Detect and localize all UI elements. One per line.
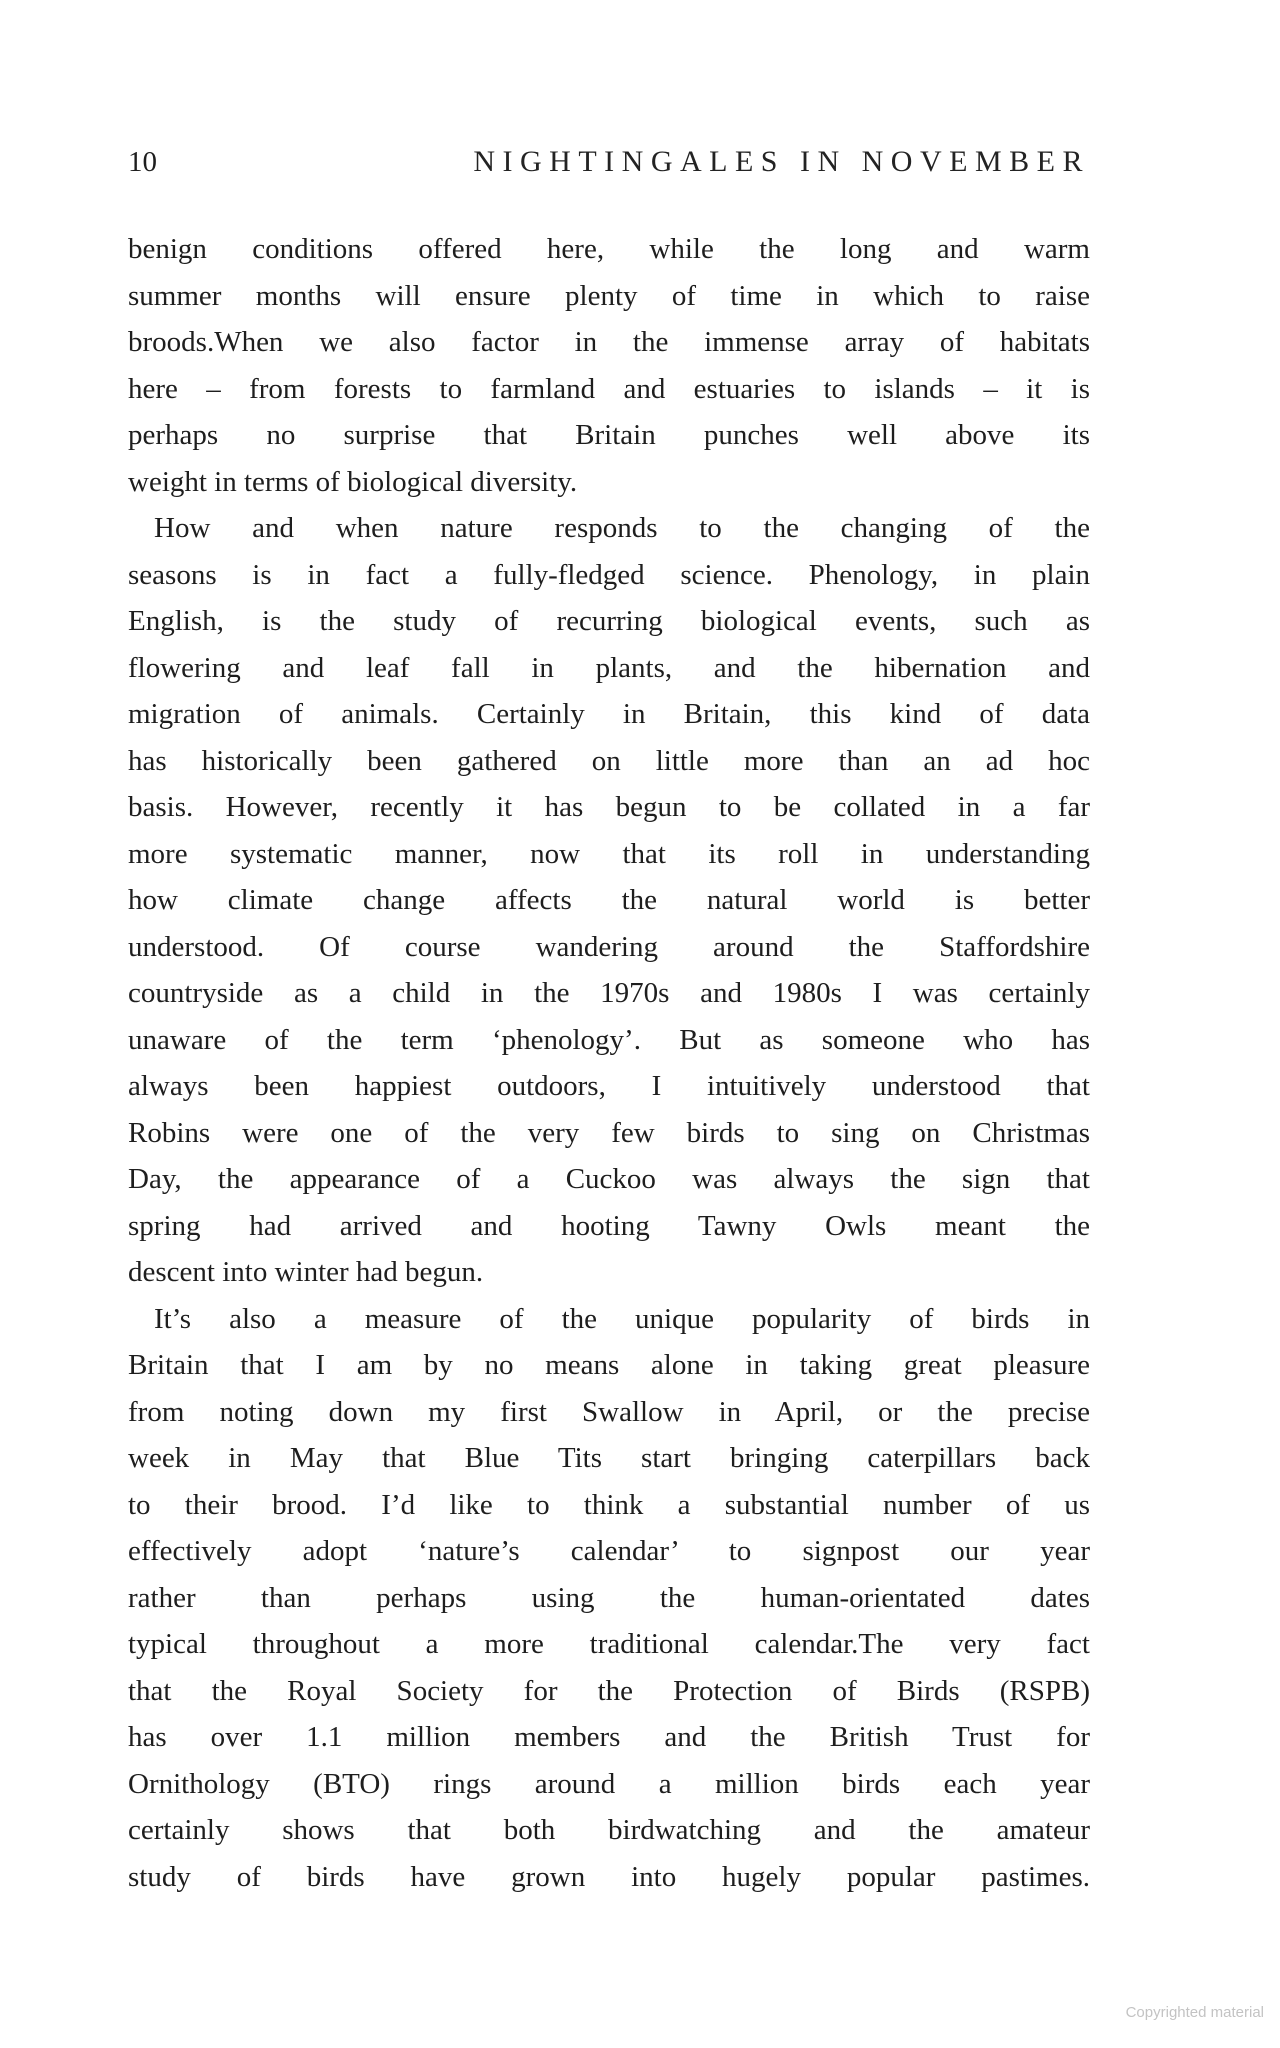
body-text [128,226,1090,1900]
text-line: always been happiest outdoors, I intuitively understood that [128,1070,1090,1102]
text-line: benign conditions offered here, while the long and warm [128,233,1090,265]
text-line: basis. However, recently it has begun to be collated in a far [128,791,1090,823]
text-line: summer months will ensure plenty of time in which to raise [128,279,1090,312]
text-line: flowering and leaf fall in plants, and the hibernation and [128,651,1090,684]
text-line: to their brood. I’d like to think a substantial number of us [128,1488,1090,1521]
text-line: how climate change affects the natural world is better [128,884,1090,916]
text-line: migration of animals. Certainly in Britain, this kind of data [128,698,1090,730]
text-line: has over 1.1 million members and the British Trust for [128,1721,1090,1753]
text-line: here – from forests to farmland and estuaries to islands – it is [128,372,1090,405]
text-line: descent into winter had begun. [128,1256,484,1288]
paragraph [128,1296,1090,1901]
text-line: seasons is in fact a fully-fledged science. Phenology, in plain [128,558,1090,591]
text-line: Day, the appearance of a Cuckoo was always the sign that [128,1163,1090,1195]
text-line: effectively adopt ‘nature’s calendar’ to signpost our year [128,1535,1090,1567]
text-line: It’s also a measure of the unique popularity of birds in [154,1302,1090,1335]
text-line: certainly shows that both birdwatching and the amateur [128,1814,1090,1846]
text-line: perhaps no surprise that Britain punches well above its [128,419,1090,451]
text-line: spring had arrived and hooting Tawny Owls meant the [128,1209,1090,1242]
copyright-watermark: Copyrighted material [1125,2004,1264,2021]
text-line: rather than perhaps using the human-orientated dates [128,1581,1090,1614]
running-head: NIGHTINGALES IN NOVEMBER [473,145,1090,178]
text-line: that the Royal Society for the Protection of Birds (RSPB) [128,1674,1090,1707]
paragraph [128,505,1090,1296]
text-line: broods.When we also factor in the immense array of habitats [128,326,1090,358]
text-line: understood. Of course wandering around the Staffordshire [128,930,1090,963]
page-number: 10 [128,146,157,178]
text-line: Britain that I am by no means alone in taking great pleasure [128,1349,1090,1381]
text-line: typical throughout a more traditional calendar.The very fact [128,1628,1090,1660]
text-line: countryside as a child in the 1970s and 1980s I was certainly [128,977,1090,1009]
text-line: week in May that Blue Tits start bringing caterpillars back [128,1442,1090,1474]
text-line: How and when nature responds to the changing of the [154,512,1090,544]
text-line: unaware of the term ‘phenology’. But as someone who has [128,1023,1090,1056]
text-line: English, is the study of recurring biological events, such as [128,605,1090,637]
text-line: Robins were one of the very few birds to sing on Christmas [128,1116,1090,1149]
text-line: from noting down my first Swallow in April, or the precise [128,1395,1090,1428]
text-line: weight in terms of biological diversity. [128,465,578,498]
text-line: Ornithology (BTO) rings around a million birds each year [128,1767,1090,1800]
text-line: more systematic manner, now that its roll in understanding [128,837,1090,870]
paragraph [128,226,1090,505]
text-line: study of birds have grown into hugely popular pastimes. [128,1860,1090,1893]
text-line: has historically been gathered on little more than an ad hoc [128,744,1090,777]
